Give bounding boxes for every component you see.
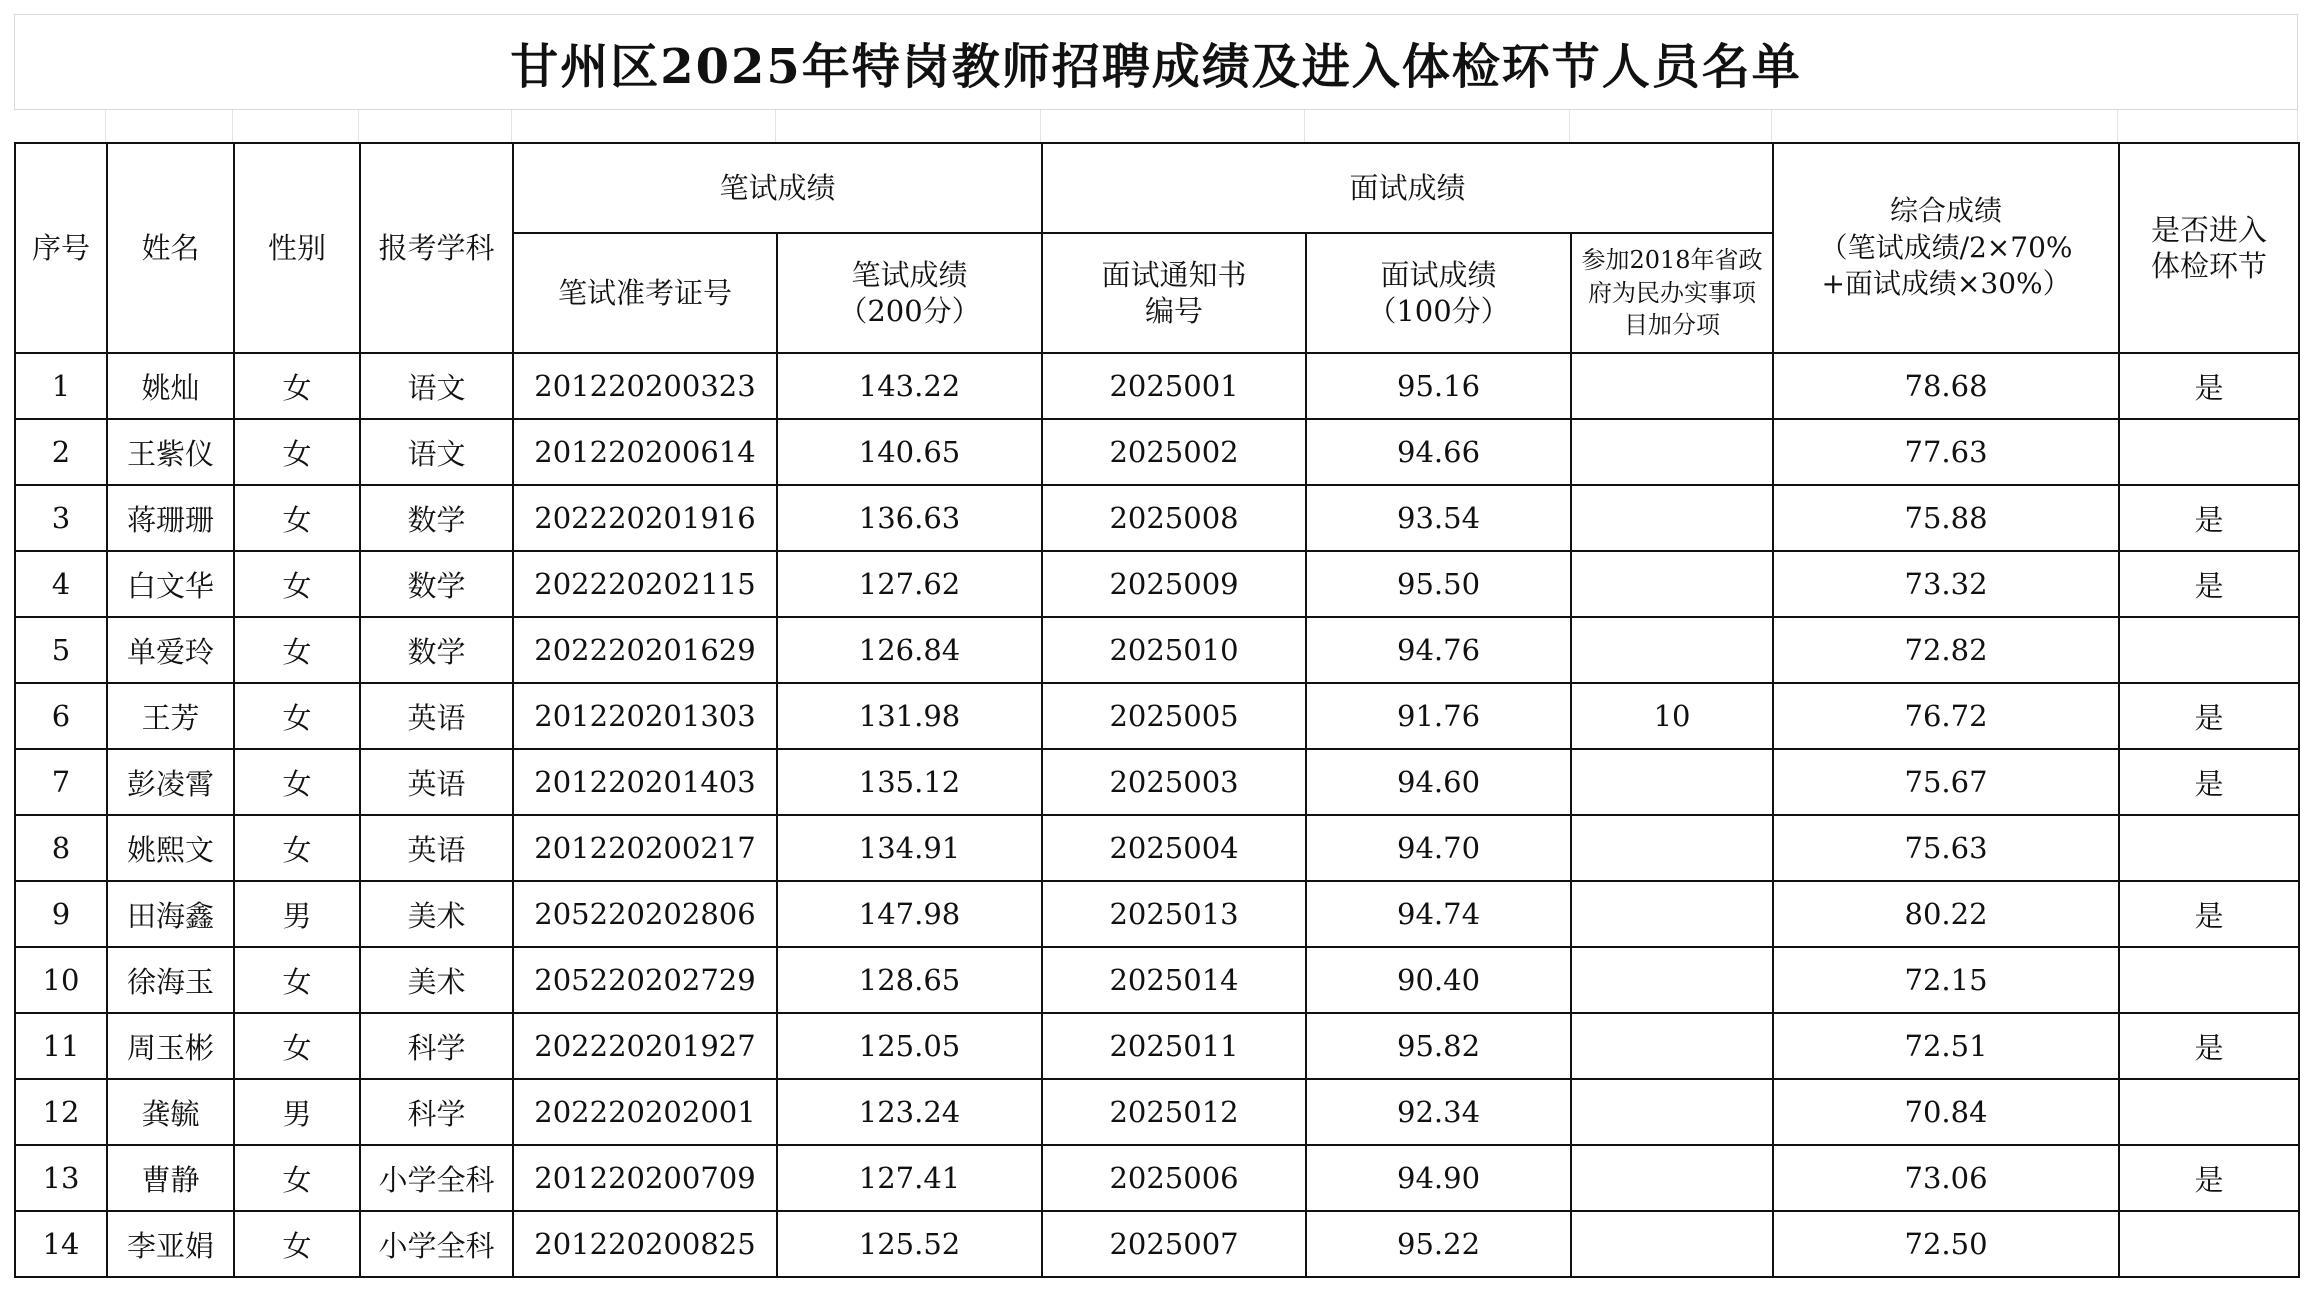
cell-subject[interactable]: 数学 [360, 617, 513, 683]
table-row [15, 551, 2299, 617]
header-medical[interactable] [2119, 143, 2299, 353]
header-composite-line1: 综合成绩 [1890, 194, 2003, 228]
header-interview-notice-line2: 编号 [1145, 294, 1204, 328]
cell-ticket[interactable]: 202220202001 [513, 1079, 777, 1145]
results-table [14, 142, 2300, 1278]
header-bonus[interactable] [1571, 233, 1773, 353]
header-written-group[interactable]: 笔试成绩 [513, 143, 1042, 233]
cell-notice[interactable]: 2025005 [1042, 683, 1306, 749]
cell-written-score[interactable]: 123.24 [777, 1079, 1042, 1145]
cell-name[interactable]: 王紫仪 [107, 419, 234, 485]
cell-gender[interactable]: 女 [234, 551, 360, 617]
header-interview-notice-line1: 面试通知书 [1101, 257, 1247, 292]
header-row-1 [15, 143, 2299, 233]
cell-gender[interactable]: 女 [234, 1211, 360, 1277]
table-row [15, 1145, 2299, 1211]
cell-name[interactable]: 单爱玲 [107, 617, 234, 683]
header-interview-group[interactable]: 面试成绩 [1042, 143, 1773, 233]
cell-notice[interactable]: 2025014 [1042, 947, 1306, 1013]
table-row [15, 485, 2299, 551]
header-bonus-line1: 参加2018年省政 [1581, 246, 1763, 275]
header-interview-score-line2: （100分） [1367, 294, 1510, 328]
header-composite-line3: +面试成绩×30%） [1821, 267, 2071, 301]
cell-medical[interactable]: 是 [2119, 749, 2299, 815]
cell-bonus[interactable] [1571, 749, 1773, 815]
cell-notice[interactable]: 2025004 [1042, 815, 1306, 881]
cell-subject[interactable]: 英语 [360, 683, 513, 749]
cell-interview-score[interactable]: 95.50 [1306, 551, 1571, 617]
cell-name[interactable]: 田海鑫 [107, 881, 234, 947]
cell-notice[interactable]: 2025006 [1042, 1145, 1306, 1211]
table-row [15, 1079, 2299, 1145]
header-composite-line2: （笔试成绩/2×70% [1819, 230, 2073, 264]
cell-composite[interactable]: 72.82 [1773, 617, 2119, 683]
cell-interview-score[interactable]: 92.34 [1306, 1079, 1571, 1145]
cell-subject[interactable]: 数学 [360, 551, 513, 617]
cell-ticket[interactable]: 201220200217 [513, 815, 777, 881]
cell-ticket[interactable]: 201220200709 [513, 1145, 777, 1211]
cell-written-score[interactable]: 127.62 [777, 551, 1042, 617]
cell-ticket[interactable]: 205220202729 [513, 947, 777, 1013]
cell-notice[interactable]: 2025010 [1042, 617, 1306, 683]
cell-seq[interactable]: 11 [15, 1013, 107, 1079]
cell-written-score[interactable]: 136.63 [777, 485, 1042, 551]
table-row [15, 353, 2299, 419]
cell-gender[interactable]: 男 [234, 1079, 360, 1145]
cell-subject[interactable]: 语文 [360, 419, 513, 485]
cell-gender[interactable]: 女 [234, 683, 360, 749]
cell-gender[interactable]: 女 [234, 1145, 360, 1211]
cell-bonus[interactable] [1571, 1211, 1773, 1277]
cell-ticket[interactable]: 202220202115 [513, 551, 777, 617]
cell-written-score[interactable]: 125.05 [777, 1013, 1042, 1079]
header-name[interactable]: 姓名 [107, 143, 234, 353]
table-row [15, 1211, 2299, 1277]
cell-subject[interactable]: 小学全科 [360, 1211, 513, 1277]
header-bonus-line2: 府为民办实事项 [1588, 278, 1757, 307]
cell-seq[interactable]: 7 [15, 749, 107, 815]
cell-seq[interactable]: 10 [15, 947, 107, 1013]
cell-notice[interactable]: 2025003 [1042, 749, 1306, 815]
cell-medical[interactable] [2119, 815, 2299, 881]
cell-interview-score[interactable]: 95.82 [1306, 1013, 1571, 1079]
cell-medical[interactable]: 是 [2119, 485, 2299, 551]
cell-ticket[interactable]: 201220200323 [513, 353, 777, 419]
cell-name[interactable]: 李亚娟 [107, 1211, 234, 1277]
cell-interview-score[interactable]: 94.90 [1306, 1145, 1571, 1211]
cell-bonus[interactable] [1571, 353, 1773, 419]
cell-composite[interactable]: 72.15 [1773, 947, 2119, 1013]
cell-seq[interactable]: 9 [15, 881, 107, 947]
cell-name[interactable]: 姚灿 [107, 353, 234, 419]
cell-name[interactable]: 蒋珊珊 [107, 485, 234, 551]
cell-notice[interactable]: 2025007 [1042, 1211, 1306, 1277]
cell-subject[interactable]: 科学 [360, 1013, 513, 1079]
cell-notice[interactable]: 2025009 [1042, 551, 1306, 617]
cell-medical[interactable] [2119, 1211, 2299, 1277]
cell-name[interactable]: 白文华 [107, 551, 234, 617]
cell-medical[interactable] [2119, 617, 2299, 683]
cell-ticket[interactable]: 201220201403 [513, 749, 777, 815]
cell-written-score[interactable]: 135.12 [777, 749, 1042, 815]
blank-cell[interactable] [512, 110, 776, 142]
cell-subject[interactable]: 语文 [360, 353, 513, 419]
blank-cell[interactable] [776, 110, 1041, 142]
cell-name[interactable]: 王芳 [107, 683, 234, 749]
cell-notice[interactable]: 2025002 [1042, 419, 1306, 485]
cell-written-score[interactable]: 125.52 [777, 1211, 1042, 1277]
cell-interview-score[interactable]: 93.54 [1306, 485, 1571, 551]
cell-gender[interactable]: 女 [234, 485, 360, 551]
cell-seq[interactable]: 5 [15, 617, 107, 683]
cell-medical[interactable]: 是 [2119, 881, 2299, 947]
cell-seq[interactable]: 12 [15, 1079, 107, 1145]
blank-cell[interactable] [1041, 110, 1305, 142]
cell-ticket[interactable]: 202220201629 [513, 617, 777, 683]
cell-name[interactable]: 徐海玉 [107, 947, 234, 1013]
cell-ticket[interactable]: 205220202806 [513, 881, 777, 947]
table-row [15, 749, 2299, 815]
cell-written-score[interactable]: 128.65 [777, 947, 1042, 1013]
cell-medical[interactable]: 是 [2119, 683, 2299, 749]
header-written-score-line1: 笔试成绩 [851, 257, 968, 292]
cell-gender[interactable]: 女 [234, 353, 360, 419]
blank-cell[interactable] [359, 110, 512, 142]
cell-subject[interactable]: 数学 [360, 485, 513, 551]
cell-interview-score[interactable]: 94.70 [1306, 815, 1571, 881]
cell-seq[interactable]: 3 [15, 485, 107, 551]
cell-gender[interactable]: 女 [234, 947, 360, 1013]
table-header [15, 143, 2299, 353]
cell-seq[interactable]: 2 [15, 419, 107, 485]
cell-ticket[interactable]: 201220200825 [513, 1211, 777, 1277]
cell-bonus[interactable] [1571, 419, 1773, 485]
cell-name[interactable]: 周玉彬 [107, 1013, 234, 1079]
cell-composite[interactable]: 78.68 [1773, 353, 2119, 419]
table-row [15, 947, 2299, 1013]
cell-seq[interactable]: 6 [15, 683, 107, 749]
cell-notice[interactable]: 2025011 [1042, 1013, 1306, 1079]
header-interview-notice[interactable] [1042, 233, 1306, 353]
cell-bonus[interactable] [1571, 881, 1773, 947]
cell-subject[interactable]: 英语 [360, 815, 513, 881]
blank-cell[interactable] [233, 110, 359, 142]
header-medical-line1: 是否进入 [2151, 212, 2268, 247]
header-written-ticket[interactable]: 笔试准考证号 [513, 233, 777, 353]
cell-medical[interactable]: 是 [2119, 353, 2299, 419]
cell-written-score[interactable]: 134.91 [777, 815, 1042, 881]
title-cell[interactable] [14, 14, 2298, 110]
header-composite[interactable] [1773, 143, 2119, 353]
cell-medical[interactable]: 是 [2119, 1145, 2299, 1211]
cell-written-score[interactable]: 131.98 [777, 683, 1042, 749]
cell-name[interactable]: 龚毓 [107, 1079, 234, 1145]
document-title: 甘州区2025年特岗教师招聘成绩及进入体检环节人员名单 [510, 38, 1802, 95]
cell-composite[interactable]: 77.63 [1773, 419, 2119, 485]
cell-medical[interactable] [2119, 947, 2299, 1013]
cell-name[interactable]: 姚熙文 [107, 815, 234, 881]
header-written-score[interactable] [777, 233, 1042, 353]
cell-composite[interactable]: 72.51 [1773, 1013, 2119, 1079]
cell-bonus[interactable]: 10 [1571, 683, 1773, 749]
cell-interview-score[interactable]: 95.22 [1306, 1211, 1571, 1277]
header-subject[interactable]: 报考学科 [360, 143, 513, 353]
cell-written-score[interactable]: 127.41 [777, 1145, 1042, 1211]
cell-bonus[interactable] [1571, 551, 1773, 617]
cell-subject[interactable]: 小学全科 [360, 1145, 513, 1211]
cell-seq[interactable]: 4 [15, 551, 107, 617]
cell-notice[interactable]: 2025013 [1042, 881, 1306, 947]
blank-cell[interactable] [14, 110, 106, 142]
cell-subject[interactable]: 美术 [360, 881, 513, 947]
header-gender[interactable]: 性别 [234, 143, 360, 353]
blank-cell[interactable] [1305, 110, 1570, 142]
header-interview-score-line1: 面试成绩 [1380, 257, 1497, 292]
blank-spacer-row [14, 110, 2298, 142]
cell-seq[interactable]: 13 [15, 1145, 107, 1211]
cell-medical[interactable]: 是 [2119, 1013, 2299, 1079]
cell-gender[interactable]: 女 [234, 1013, 360, 1079]
cell-bonus[interactable] [1571, 1079, 1773, 1145]
cell-ticket[interactable]: 201220201303 [513, 683, 777, 749]
blank-cell[interactable] [1772, 110, 2118, 142]
cell-composite[interactable]: 73.32 [1773, 551, 2119, 617]
cell-ticket[interactable]: 201220200614 [513, 419, 777, 485]
cell-bonus[interactable] [1571, 1145, 1773, 1211]
cell-composite[interactable]: 70.84 [1773, 1079, 2119, 1145]
cell-name[interactable]: 曹静 [107, 1145, 234, 1211]
table-row [15, 617, 2299, 683]
cell-bonus[interactable] [1571, 1013, 1773, 1079]
header-interview-score[interactable] [1306, 233, 1571, 353]
cell-medical[interactable]: 是 [2119, 551, 2299, 617]
cell-composite[interactable]: 73.06 [1773, 1145, 2119, 1211]
cell-notice[interactable]: 2025008 [1042, 485, 1306, 551]
table-row [15, 1013, 2299, 1079]
cell-written-score[interactable]: 140.65 [777, 419, 1042, 485]
cell-written-score[interactable]: 126.84 [777, 617, 1042, 683]
header-seq[interactable]: 序号 [15, 143, 107, 353]
cell-interview-score[interactable]: 90.40 [1306, 947, 1571, 1013]
cell-composite[interactable]: 75.88 [1773, 485, 2119, 551]
blank-cell[interactable] [106, 110, 233, 142]
table-row [15, 683, 2299, 749]
cell-interview-score[interactable]: 91.76 [1306, 683, 1571, 749]
table-row [15, 815, 2299, 881]
cell-composite[interactable]: 75.67 [1773, 749, 2119, 815]
table-row [15, 881, 2299, 947]
cell-gender[interactable]: 女 [234, 815, 360, 881]
cell-gender[interactable]: 男 [234, 881, 360, 947]
cell-seq[interactable]: 14 [15, 1211, 107, 1277]
cell-bonus[interactable] [1571, 947, 1773, 1013]
cell-subject[interactable]: 科学 [360, 1079, 513, 1145]
cell-seq[interactable]: 1 [15, 353, 107, 419]
table-body [15, 353, 2299, 1277]
header-written-score-line2: （200分） [838, 294, 981, 328]
cell-interview-score[interactable]: 94.60 [1306, 749, 1571, 815]
cell-notice[interactable]: 2025001 [1042, 353, 1306, 419]
cell-gender[interactable]: 女 [234, 617, 360, 683]
cell-interview-score[interactable]: 94.74 [1306, 881, 1571, 947]
cell-bonus[interactable] [1571, 485, 1773, 551]
cell-bonus[interactable] [1571, 617, 1773, 683]
cell-medical[interactable] [2119, 1079, 2299, 1145]
cell-name[interactable]: 彭凌霄 [107, 749, 234, 815]
cell-ticket[interactable]: 202220201927 [513, 1013, 777, 1079]
cell-written-score[interactable]: 147.98 [777, 881, 1042, 947]
header-bonus-line3: 目加分项 [1624, 311, 1721, 340]
cell-written-score[interactable]: 143.22 [777, 353, 1042, 419]
cell-composite[interactable]: 75.63 [1773, 815, 2119, 881]
cell-gender[interactable]: 女 [234, 419, 360, 485]
cell-interview-score[interactable]: 95.16 [1306, 353, 1571, 419]
blank-cell[interactable] [2118, 110, 2298, 142]
cell-ticket[interactable]: 202220201916 [513, 485, 777, 551]
header-medical-line2: 体检环节 [2151, 249, 2268, 283]
blank-cell[interactable] [1570, 110, 1772, 142]
cell-notice[interactable]: 2025012 [1042, 1079, 1306, 1145]
cell-gender[interactable]: 女 [234, 749, 360, 815]
cell-medical[interactable] [2119, 419, 2299, 485]
cell-interview-score[interactable]: 94.66 [1306, 419, 1571, 485]
cell-seq[interactable]: 8 [15, 815, 107, 881]
cell-interview-score[interactable]: 94.76 [1306, 617, 1571, 683]
cell-bonus[interactable] [1571, 815, 1773, 881]
table-row [15, 419, 2299, 485]
cell-composite[interactable]: 72.50 [1773, 1211, 2119, 1277]
cell-composite[interactable]: 80.22 [1773, 881, 2119, 947]
cell-subject[interactable]: 英语 [360, 749, 513, 815]
cell-subject[interactable]: 美术 [360, 947, 513, 1013]
cell-composite[interactable]: 76.72 [1773, 683, 2119, 749]
